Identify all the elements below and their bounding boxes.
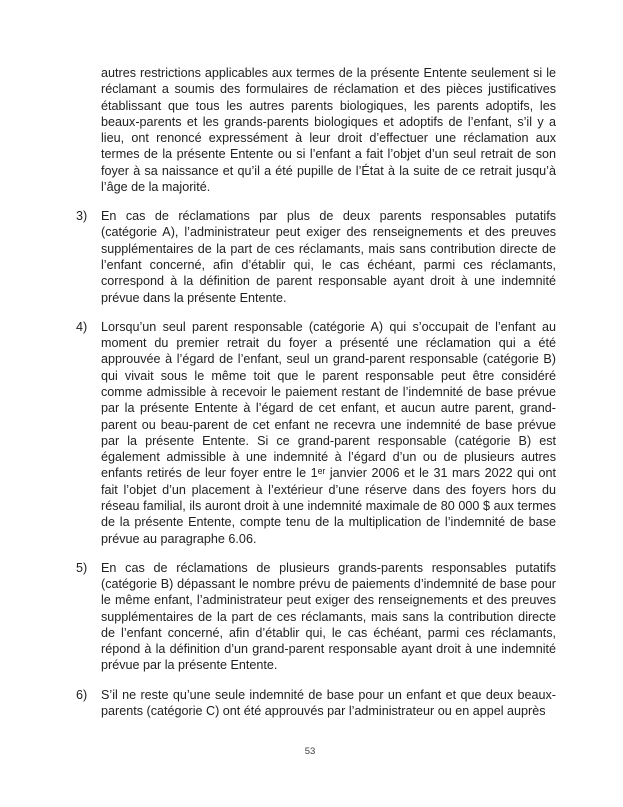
list-item-number: 5) bbox=[76, 560, 88, 575]
list-item-text: S’il ne reste qu’une seule indemnité de base pour un enfant et que deux beaux-parents (catégorie C) ont été approuvés par l’administrateur ou en appel auprès bbox=[101, 687, 556, 718]
list-item-4 bbox=[76, 319, 556, 547]
list-item-text: Lorsqu’un seul parent responsable (catégorie A) qui s’occupait de l’enfant au moment du premier retrait du foyer a présenté une réclamation qui a été approuvée à l’égard de l’enfant, seul un grand-parent responsable (catégorie B) qui vivait sous le même toit que le parent responsable peut être considéré comme admissible à recevoir le paiement restant de l’indemnité de base prévue par la présente Entente à l’égard de cet enfant, et aucun autre parent, grand-parent ou beau-parent de cet enfant ne recevra une indemnité de base prévue par la présente Entente. Si ce grand-parent responsable (catégorie B) est également admissible à une indemnité à l’égard d’un ou de plusieurs autres enfants retirés de leur foyer entre le 1ᵉʳ janvier 2006 et le 31 mars 2022 qui ont fait l’objet d’un placement à l’extérieur d’une réserve dans des foyers hors du réseau familial, ils auront droit à une indemnité maximale de 80 000 $ aux termes de la présente Entente, compte tenu de la multiplication de l’indemnité de base prévue au paragraphe 6.06. bbox=[101, 319, 556, 546]
list-item-number: 4) bbox=[76, 319, 88, 334]
list-item-text: En cas de réclamations par plus de deux parents responsables putatifs (catégorie A), l’administrateur peut exiger des renseignements et des preuves supplémentaires de la part de ces réclamants, mais sans contribution directe de l’enfant concerné, afin d’établir qui, le cas échéant, parmi ces réclamants, correspond à la définition de parent responsable ayant droit à une indemnité prévue dans la présente Entente. bbox=[101, 209, 556, 305]
list-item-6 bbox=[76, 687, 556, 720]
list-item-5 bbox=[76, 560, 556, 674]
list-item-number: 3) bbox=[76, 209, 88, 224]
text-column bbox=[76, 65, 556, 732]
list-item-text: En cas de réclamations de plusieurs grands-parents responsables putatifs (catégorie B) dépassant le nombre prévu de paiements d’indemnité de base pour le même enfant, l’administrateur peut exiger des renseignements et des preuves supplémentaires de la part de ces réclamants, mais sans la contribution directe de l’enfant concerné, afin d’établir qui, le cas échéant, parmi ces réclamants, répond à la définition d’un grand-parent responsable ayant droit à une indemnité prévue par la présente Entente. bbox=[101, 560, 556, 673]
list-item-3 bbox=[76, 208, 556, 306]
page-number: 53 bbox=[304, 746, 316, 757]
intro-paragraph: autres restrictions applicables aux termes de la présente Entente seulement si le réclamant a soumis des formulaires de réclamation et des pièces justificatives établissant que tous les autres parents biologiques, les parents adoptifs, les beaux-parents et les grands-parents biologiques et adoptifs de l’enfant, s’il y a lieu, ont renoncé expressément à leur droit d’effectuer une réclamation aux termes de la présente Entente ou si l’enfant a fait l’objet d’un seul retrait de son foyer à sa naissance et qu’il a été pupille de l’État à la suite de ce retrait jusqu’à l’âge de la majorité. bbox=[101, 66, 556, 195]
list-item-number: 6) bbox=[76, 687, 88, 702]
